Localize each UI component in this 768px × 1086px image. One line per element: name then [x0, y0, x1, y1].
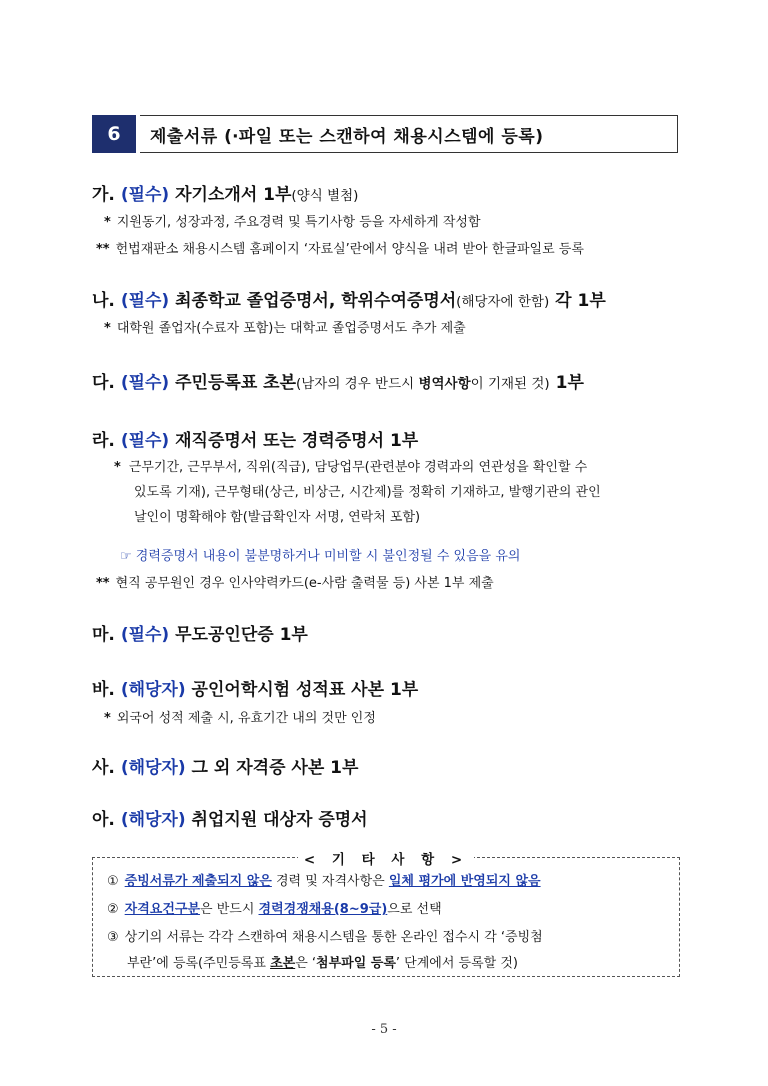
note-block — [114, 455, 680, 530]
item-da — [92, 368, 584, 393]
emphasis-text: 초본 — [270, 956, 296, 971]
item-a — [92, 805, 368, 830]
other-note-3 — [107, 926, 543, 945]
note-text: 외국어 성적 제출 시, 유효기간 내의 것만 인정 — [116, 711, 376, 726]
note-star: * — [104, 321, 111, 336]
item-na — [92, 286, 606, 311]
other-notes-title-wrap — [93, 848, 679, 868]
item-suffix-end: 이 기재된 것) — [470, 376, 550, 392]
note-text: 으로 선택 — [387, 902, 442, 917]
note-text: 현직 공무원인 경우 인사약력카드(e-사람 출력물 등) 사본 1부 제출 — [115, 576, 494, 591]
item-suffix-bold: 병역사항 — [418, 376, 471, 392]
note-text: 날인이 명확해야 함(발급확인자 서명, 연락처 포함) — [134, 510, 421, 525]
item-ga — [92, 180, 358, 205]
page-number: - 5 - — [371, 1022, 397, 1037]
item-suffix: (남자의 경우 반드시 — [296, 376, 419, 392]
item-tag: (해당자) — [120, 810, 186, 830]
note — [104, 317, 466, 336]
note — [96, 572, 494, 591]
item-tag: (필수) — [120, 291, 170, 311]
item-tag: (필수) — [120, 625, 170, 645]
note-text: 헌법재판소 채용시스템 홈페이지 ‘자료실’란에서 양식을 내려 받아 한글파일로 등록 — [115, 242, 584, 257]
item-name: 재직증명서 또는 경력증명서 1부 — [175, 431, 419, 451]
note — [104, 707, 376, 726]
item-prefix: 다. — [92, 373, 115, 393]
note-text: 있도록 기재), 근무형태(상근, 비상근, 시간제)를 정확히 기재하고, 발행기관의 관인 — [134, 485, 601, 500]
other-note-1 — [107, 870, 541, 889]
note-text: 경력 및 자격사항은 — [271, 874, 389, 889]
emphasis-text: 경력경쟁채용(8~9급) — [258, 902, 388, 917]
note-star: ** — [96, 242, 110, 257]
item-tag: (필수) — [120, 373, 170, 393]
section-number: 6 — [92, 115, 136, 153]
item-name: 무도공인단증 1부 — [175, 625, 308, 645]
note — [104, 211, 481, 230]
item-prefix: 나. — [92, 291, 115, 311]
item-tag: (해당자) — [120, 758, 186, 778]
section-title: 제출서류 (‧파일 또는 스캔하여 채용시스템에 등록) — [140, 115, 678, 153]
emphasis-text: 자격요건구분 — [124, 902, 201, 917]
note — [96, 238, 584, 257]
item-tail: 1부 — [555, 373, 584, 393]
item-ra — [92, 426, 418, 451]
item-suffix: (해당자에 한함) — [456, 294, 550, 310]
item-ma — [92, 620, 308, 645]
note-text: 은 반드시 — [200, 902, 259, 917]
other-note-2 — [107, 898, 442, 917]
note-text: 부란’에 등록(주민등록표 — [127, 956, 271, 971]
item-name: 공인어학시험 성적표 사본 1부 — [191, 680, 419, 700]
item-name: 자기소개서 1부 — [175, 185, 292, 205]
item-name: 그 외 자격증 사본 1부 — [191, 758, 359, 778]
emphasis-text: 증빙서류가 제출되지 않은 — [124, 874, 272, 889]
note-text: ’ 단계에서 등록할 것) — [395, 956, 518, 971]
other-notes-title: < 기 타 사 항 > — [298, 852, 474, 868]
item-tag: (필수) — [120, 185, 170, 205]
circled-number: ② — [107, 902, 119, 917]
note-text: 근무기간, 근무부서, 직위(직급), 담당업무(관련분야 경력과의 연관성을 확인할 수 — [128, 460, 588, 475]
item-prefix: 바. — [92, 680, 115, 700]
item-ba — [92, 675, 418, 700]
other-notes-box — [92, 852, 680, 977]
circled-number: ① — [107, 874, 119, 889]
item-prefix: 사. — [92, 758, 115, 778]
item-name: 주민등록표 초본 — [175, 373, 296, 393]
item-prefix: 라. — [92, 431, 115, 451]
note-text: 상기의 서류는 각각 스캔하여 채용시스템을 통한 온라인 접수시 각 ‘증빙첨 — [124, 930, 543, 945]
note-star: ** — [96, 576, 110, 591]
item-prefix: 마. — [92, 625, 115, 645]
item-name: 취업지원 대상자 증명서 — [191, 810, 368, 830]
emphasis-text: 일체 평가에 반영되지 않음 — [388, 874, 541, 889]
tip-note: ☞ 경력증명서 내용이 불분명하거나 미비할 시 불인정될 수 있음을 유의 — [120, 549, 521, 564]
note-star: * — [104, 711, 111, 726]
item-sa — [92, 753, 358, 778]
item-name: 최종학교 졸업증명서, 학위수여증명서 — [175, 291, 457, 311]
item-suffix: (양식 별첨) — [291, 188, 359, 204]
note-star: * — [114, 460, 121, 475]
emphasis-text: 첨부파일 등록 — [316, 956, 396, 971]
note-text: 대학원 졸업자(수료자 포함)는 대학교 졸업증명서도 추가 제출 — [116, 321, 466, 336]
item-tag: (필수) — [120, 431, 170, 451]
item-tag: (해당자) — [120, 680, 186, 700]
note-star: * — [104, 215, 111, 230]
circled-number: ③ — [107, 930, 119, 945]
section-header — [92, 115, 678, 153]
note-text: 은 ‘ — [295, 956, 317, 971]
other-note-3-cont — [127, 952, 518, 971]
item-tail: 각 1부 — [555, 291, 606, 311]
item-prefix: 가. — [92, 185, 115, 205]
item-prefix: 아. — [92, 810, 115, 830]
note-text: 지원동기, 성장과정, 주요경력 및 특기사항 등을 자세하게 작성함 — [116, 215, 481, 230]
